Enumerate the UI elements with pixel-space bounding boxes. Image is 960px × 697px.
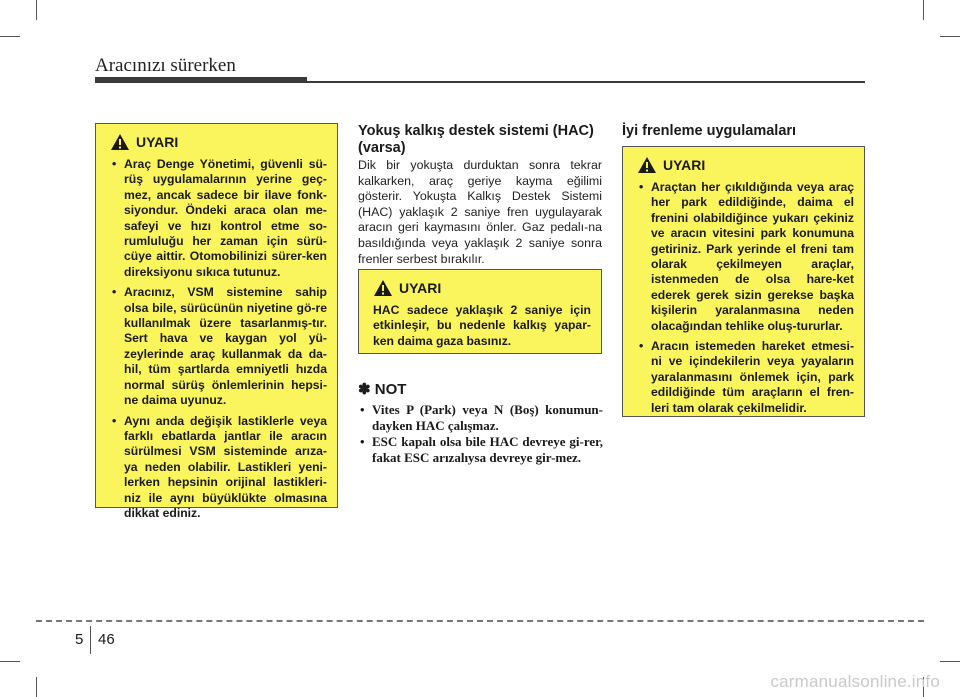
header-rule-thin	[307, 81, 865, 83]
warning-title: UYARI	[399, 280, 442, 296]
warning-text: HAC sadece yaklaşık 2 saniye için etkinleşir, bu nedenle kalkış yapar-ken daima gaza basınız.	[373, 303, 591, 348]
warning-header	[110, 133, 327, 151]
warning-title: UYARI	[663, 157, 706, 173]
warning-box-left	[95, 123, 338, 520]
page-number: 46	[98, 631, 115, 648]
footer-divider	[36, 620, 924, 622]
warning-item: • Araçtan her çıkıldığında veya araç her park edildiğinde, daima el frenini olabildiğince yukarı çekiniz ve aracın vitesini park konumuna getiriniz. Park yerinde el freni tam olarak çekilmeyen araçlar, istenmeden de olsa hare-ket ederek gerek sizin gerekse başka kişilerin yaralanmasına neden olacağından tehlike oluş-tururlar.	[637, 180, 854, 334]
warning-item: • Araç Denge Yönetimi, güvenli sü-rüş uygulamalarının yerine geç-mez, ancak sadece bir ilave fonk-siyondur. Öndeki araca olan me-safeyi ve hızı kontrol etme so-rumluluğu her zaman için sürü-cüye aittir. Otomobilinizi sürer-ken direksiyonu sıkıca tutunuz.	[110, 157, 327, 280]
warning-item: • Aracınız, VSM sistemine sahip olsa bile, sürücünün niyetine gö-re kullanılmak üzere tasarlanmış-tır. Sert hava ve kaygan yol yü-zeylerinde araç kullanmak da da-hil, tüm şartlarda emniyetli hızda normal sürüş önlemlerinin hepsi-ne daima uyunuz.	[110, 285, 327, 408]
header-rule-thick	[95, 77, 307, 83]
section-body-hac: Dik bir yokuşta durduktan sonra tekrar kalkarken, araç geriye kayma eğilimi gösterir. Yokuşta Kalkış Destek Sistemi (HAC) yaklaşık 2 saniye fren uygulayarak aracın geri kaymasını önler. Gaz pedalı-na basıldığında veya yaklaşık 2 saniye sonra frenler serbest bırakılır.	[358, 158, 602, 266]
warning-header	[373, 279, 591, 297]
warning-box-middle	[358, 269, 602, 354]
warning-triangle-icon	[373, 279, 393, 297]
warning-triangle-icon	[110, 133, 130, 151]
section-title-braking: İyi frenleme uygulamaları	[622, 123, 797, 139]
section-title-hac: Yokuş kalkış destek sistemi (HAC) (varsa)	[358, 123, 594, 156]
crop-mark	[0, 36, 20, 37]
note-title: ✽ NOT	[358, 381, 407, 398]
page-header-title: Aracınızı sürerken	[95, 55, 236, 76]
note-item: • ESC kapalı olsa bile HAC devreye gi-rer, fakat ESC arızalıysa devreye gir-mez.	[358, 434, 603, 466]
warning-box-right	[622, 146, 865, 417]
section-number: 5	[75, 631, 84, 648]
crop-mark	[36, 0, 37, 20]
warning-header	[637, 156, 854, 174]
warning-list	[110, 157, 327, 521]
crop-mark	[940, 36, 960, 37]
warning-triangle-icon	[637, 156, 657, 174]
warning-item: • Aynı anda değişik lastiklerle veya farklı ebatlarda jantlar ile aracın sürülmesi VSM sisteminde arıza-ya neden olabilir. Lastikleri yeni-lerken hepsinin orijinal lastikleri-niz ile aynı büyüklükte olmasına dikkat ediniz.	[110, 414, 327, 522]
warning-title: UYARI	[136, 134, 179, 150]
crop-mark	[36, 677, 37, 697]
watermark: carmanualsonline.info	[770, 672, 940, 691]
crop-mark	[940, 661, 960, 662]
warning-item: • Aracın istemeden hareket etmesi-ni ve içindekilerin veya yayaların yaralanmasını önlemek için, park edildiğinde tüm araçların el fren-leri tam olarak çekilmelidir.	[637, 339, 854, 416]
note-item: • Vites P (Park) veya N (Boş) konumun-dayken HAC çalışmaz.	[358, 402, 603, 434]
crop-mark	[923, 0, 924, 20]
note-list	[358, 402, 603, 466]
crop-mark	[0, 661, 20, 662]
warning-list	[637, 180, 854, 416]
page-number-separator	[90, 626, 91, 654]
